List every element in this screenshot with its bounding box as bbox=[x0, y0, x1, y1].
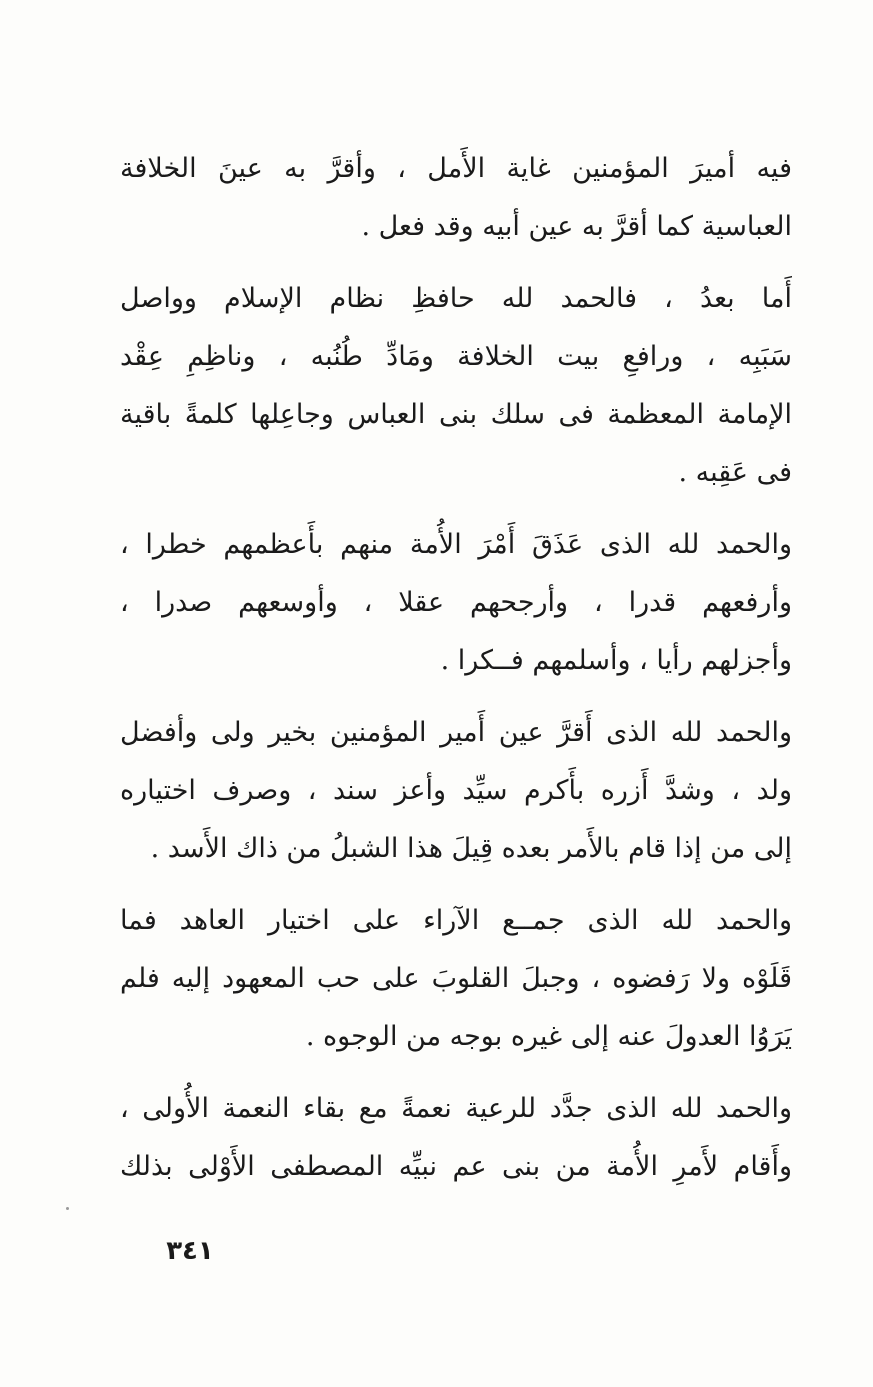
text-line: العباسية كما أقرَّ به عين أبيه وقد فعل . bbox=[361, 211, 792, 242]
text-line: والحمد لله الذى جمــع الآراء على اختيار العاهد فما bbox=[120, 905, 792, 936]
body-text bbox=[120, 140, 792, 1196]
paragraph bbox=[120, 140, 792, 256]
text-line: وأرفعهم قدرا ، وأرجحهم عقلا ، وأوسعهم صدرا ، bbox=[120, 587, 792, 618]
text-line: وأَقام لأَمرِ الأُمة من بنى عم نبيِّه المصطفى الأَوْلى بذلك bbox=[120, 1151, 792, 1182]
text-line: ولد ، وشدَّ أَزره بأَكرم سيِّد وأعز سند ، وصرف اختياره bbox=[120, 775, 792, 806]
text-line: فيه أميرَ المؤمنين غاية الأَمل ، وأقرَّ به عينَ الخلافة bbox=[120, 153, 792, 184]
text-line: وأجزلهم رأيا ، وأسلمهم فــكرا . bbox=[440, 645, 792, 676]
text-line: والحمد لله الذى عَذَقَ أَمْرَ الأُمة منهم بأَعظمهم خطرا ، bbox=[120, 529, 792, 560]
paragraph bbox=[120, 892, 792, 1066]
page-speck bbox=[66, 1207, 69, 1210]
paragraph bbox=[120, 270, 792, 502]
text-line: إلى من إذا قام بالأَمر بعده قِيلَ هذا الشبلُ من ذاك الأَسد . bbox=[150, 833, 792, 864]
paragraph bbox=[120, 1080, 792, 1196]
text-line: أَما بعدُ ، فالحمد لله حافظِ نظام الإسلام وواصل bbox=[120, 283, 792, 314]
text-line: فى عَقِبه . bbox=[678, 457, 792, 488]
page-number: ٣٤١ bbox=[166, 1236, 214, 1266]
text-line: سَبَبِه ، ورافعِ بيت الخلافة ومَادِّ طُنُبه ، وناظِمِ عِقْد bbox=[120, 341, 792, 372]
text-line: يَرَوُا العدولَ عنه إلى غيره بوجه من الوجوه . bbox=[305, 1021, 792, 1052]
text-line: والحمد لله الذى أَقرَّ عين أَمير المؤمنين بخير ولى وأفضل bbox=[120, 717, 792, 748]
text-line: الإمامة المعظمة فى سلك بنى العباس وجاعِلها كلمةً باقية bbox=[120, 399, 792, 430]
text-line: والحمد لله الذى جدَّد للرعية نعمةً مع بقاء النعمة الأُولى ، bbox=[120, 1093, 792, 1124]
paragraph bbox=[120, 704, 792, 878]
paragraph bbox=[120, 516, 792, 690]
text-line: قَلَوْه ولا رَفضوه ، وجبلَ القلوبَ على حب المعهود إليه فلم bbox=[120, 963, 792, 994]
